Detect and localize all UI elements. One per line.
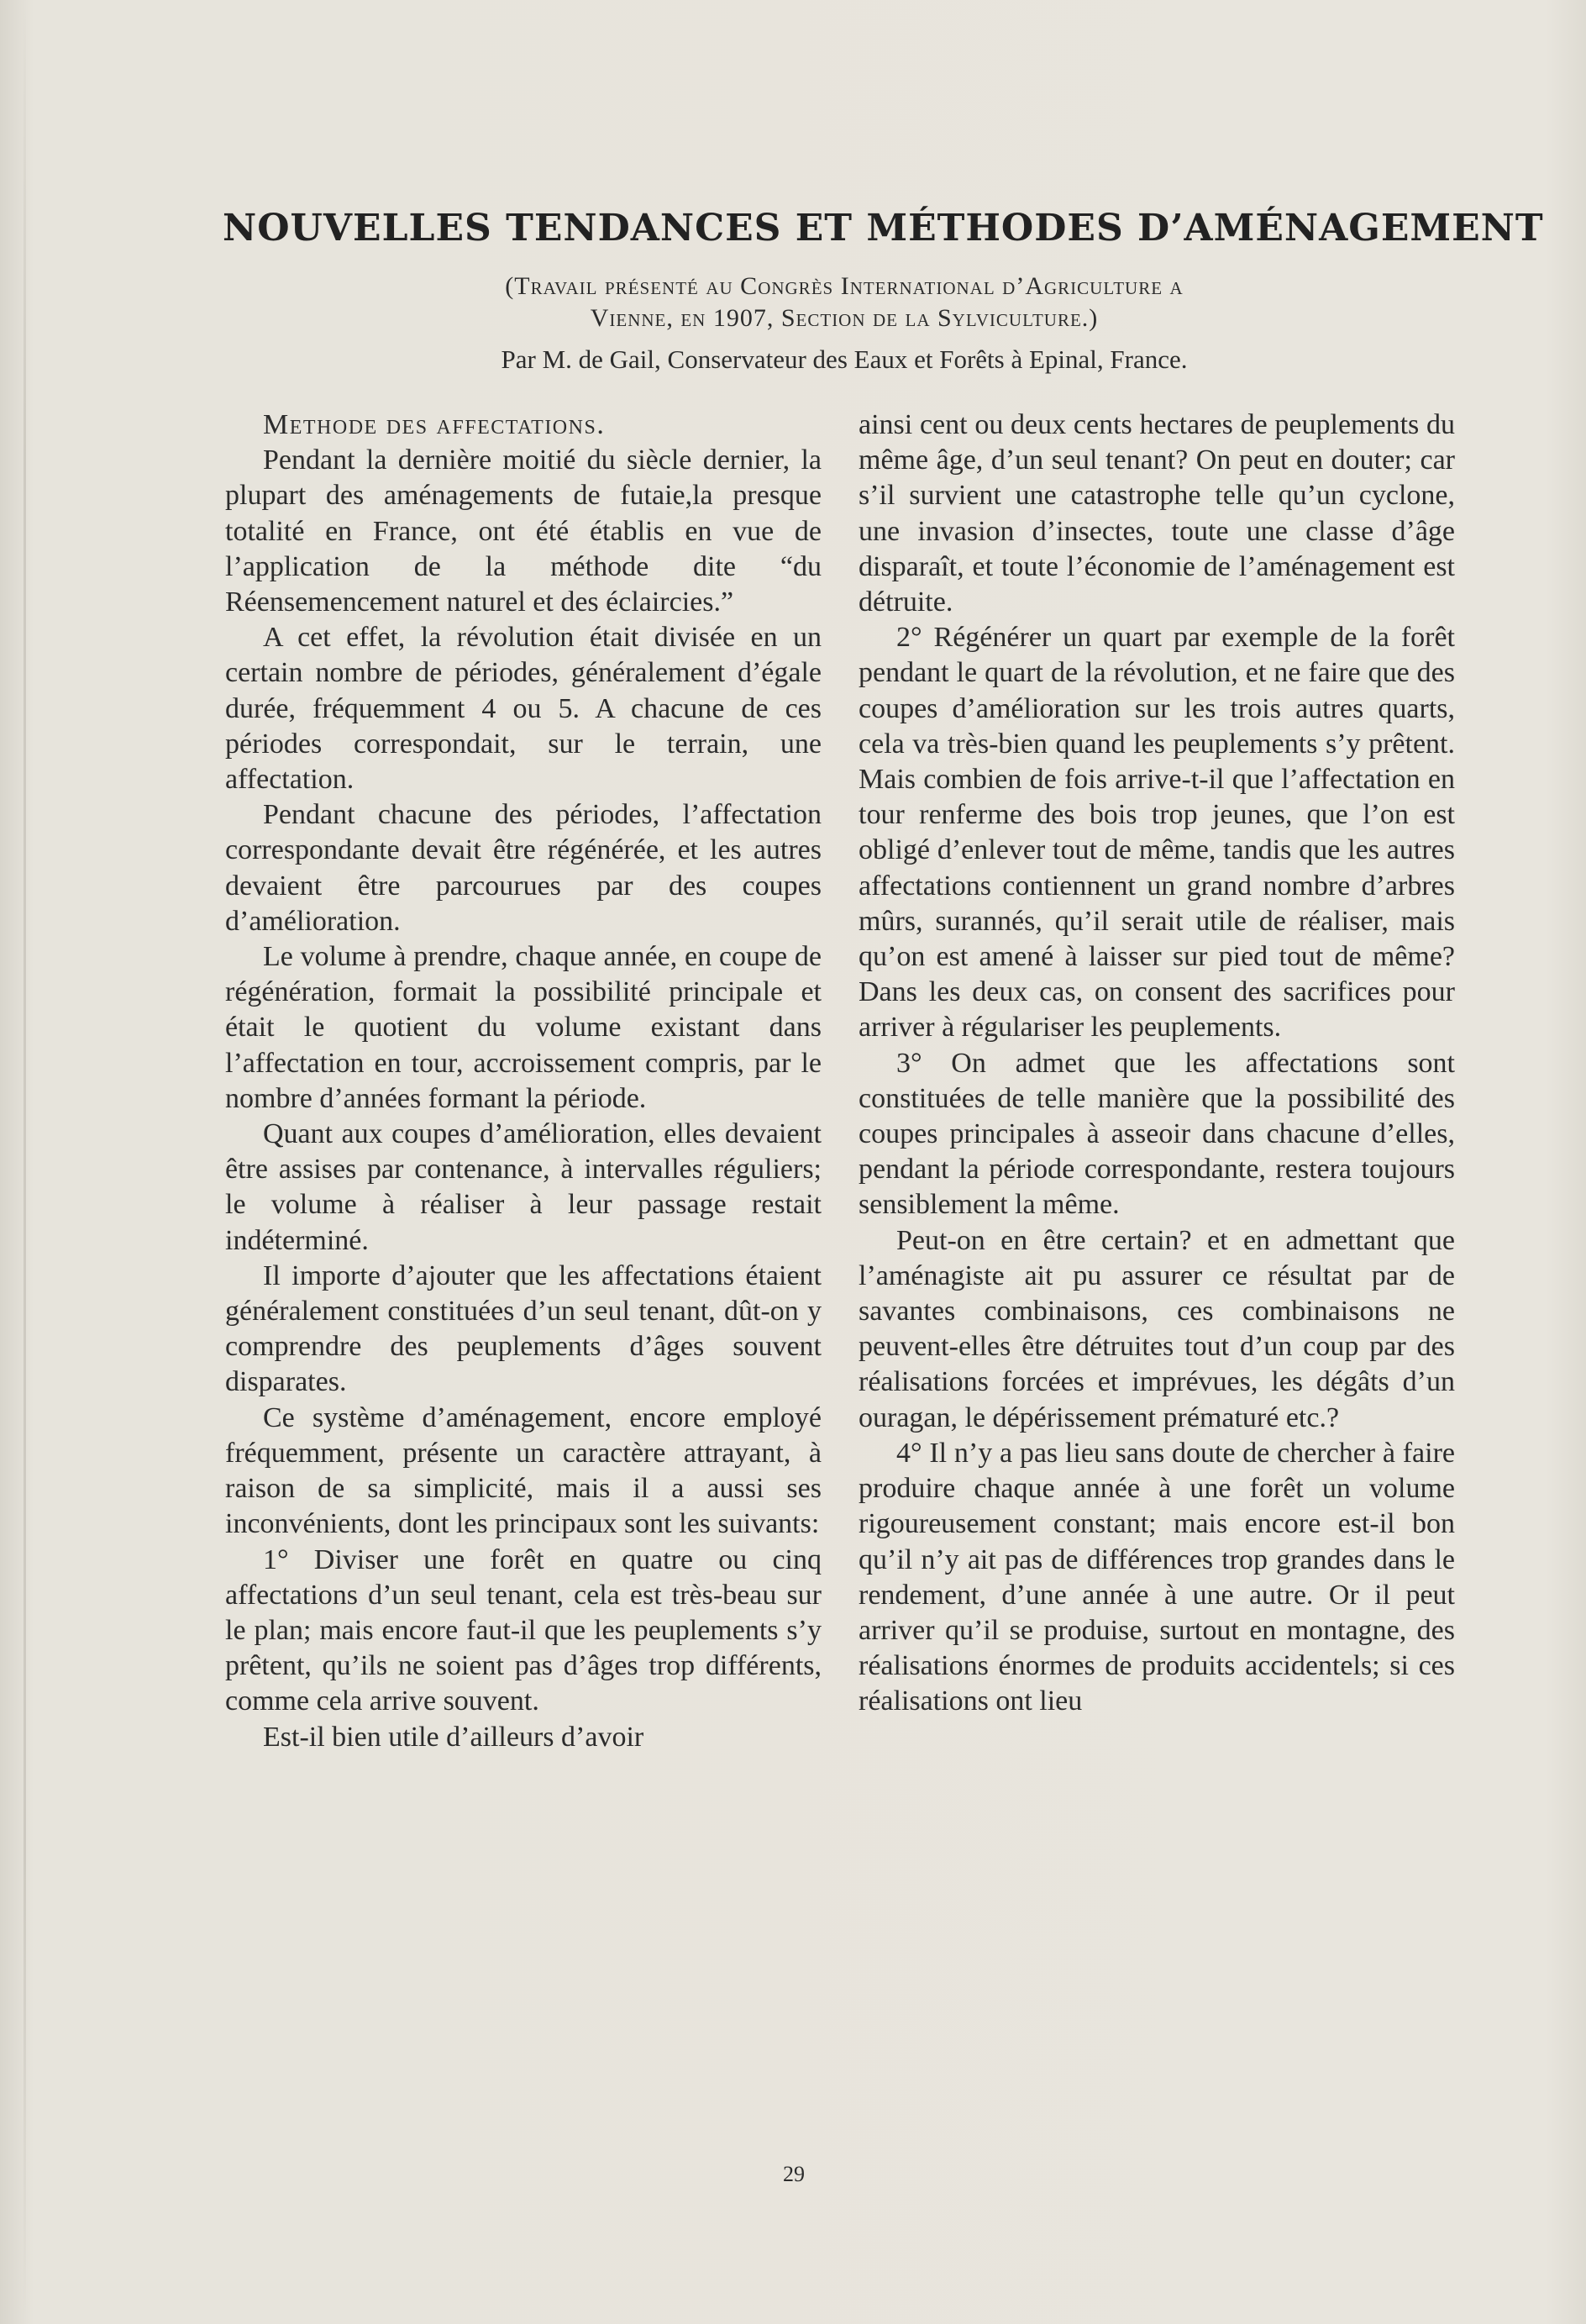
paragraph: Quant aux coupes d’amélioration, elles devaient être assises par contenance, à intervalles réguliers; le volume à réaliser à leur passage restait indéterminé. [225, 1118, 822, 1256]
article-title: NOUVELLES TENDANCES ET MÉTHODES D’AMÉNAGEMENT [223, 207, 1544, 250]
article-subtitle [227, 271, 1462, 334]
paragraph: Pendant chacune des périodes, l’affectation correspondante devait être régénérée, et les autres devaient être parcourues par des coupes d’amélioration. [225, 799, 822, 937]
paragraph-continued: ainsi cent ou deux cents hectares de peuplements du même âge, d’un seul tenant? On peut en douter; car s’il survient une catastrophe telle qu’un cyclone, une invasion d’insectes, toute une classe d’âge disparaît, et toute l’économie de l’aménagement est détruite. [859, 409, 1455, 618]
left-column [225, 407, 822, 1755]
paragraph: A cet effet, la révolution était divisée en un certain nombre de périodes, généralement d’égale durée, fréquemment 4 ou 5. A chacune de ces périodes correspondait, sur le terrain, une affectation. [225, 622, 822, 796]
paragraph: 4° Il n’y a pas lieu sans doute de chercher à faire produire chaque année à une forêt un volume rigoureusement constant; mais encore est-il bon qu’il n’y ait pas de différences trop grandes dans le rendement, d’une année à une autre. Or il peut arriver qu’il se produise, surtout en montagne, des réalisations énormes de produits accidentels; si ces réalisations ont lieu [859, 1437, 1455, 1717]
paragraph: Ce système d’aménagement, encore employé fréquemment, présente un caractère attrayant, à raison de sa simplicité, mais il a aussi ses inconvénients, dont les principaux sont les suivants: [225, 1401, 822, 1540]
paragraph: 3° On admet que les affectations sont constituées de telle manière que la possibilité des coupes principales à asseoir dans chacune d’elles, pendant la période correspondante, restera toujours sensiblement la même. [859, 1047, 1455, 1221]
page-number: 29 [783, 2162, 805, 2186]
paragraph: Le volume à prendre, chaque année, en coupe de régénération, formait la possibilité principale et était le quotient du volume existant dans l’affectation en tour, accroissement compris, par le nombre d’années formant la période. [225, 941, 822, 1114]
paragraph: 1° Diviser une forêt en quatre ou cinq affectations d’un seul tenant, cela est très-beau sur le plan; mais encore faut-il que les peuplements s’y prêtent, qu’ils ne soient pas d’âges trop différents, comme cela arrive souvent. [225, 1543, 822, 1717]
paragraph: Est-il bien utile d’ailleurs d’avoir [263, 1721, 644, 1753]
article-byline: Par M. de Gail, Conservateur des Eaux et Forêts à Epinal, France. [501, 344, 1188, 374]
paragraph: 2° Régénérer un quart par exemple de la forêt pendant le quart de la révolution, et ne faire que des coupes d’amélioration sur les trois autres quarts, cela va très-bien quand les peuplements s’y prêtent. Mais combien de fois arrive-t-il que l’affectation en tour renferme des bois trop jeunes, que l’on est obligé d’enlever tout de même, tandis que les autres affectations contiennent un grand nombre d’arbres mûrs, surannés, qu’il serait utile de réaliser, mais qu’on est amené à laisser sur pied tout de même? Dans les deux cas, on consent des sacrifices pour arriver à régulariser les peuplements. [859, 622, 1455, 1044]
right-column [859, 407, 1455, 1720]
section-heading: Methode des affectations. [263, 409, 606, 440]
page-edge-shadow [24, 0, 26, 2324]
paragraph: Peut-on en être certain? et en admettant que l’aménagiste ait pu assurer ce résultat par de savantes combinaisons, ces combinaisons ne peuvent-elles être détruites tout d’un coup par des réalisations forcées et imprévues, les dégâts d’un ouragan, le dépérissement prématuré etc.? [859, 1224, 1455, 1433]
paragraph: Il importe d’ajouter que les affectations étaient généralement constituées d’un seul tenant, dût-on y comprendre des peuplements d’âges souvent disparates. [225, 1259, 822, 1398]
subtitle-line-1: (Travail présenté au Congrès International d’Agriculture a [505, 272, 1184, 300]
paragraph: Pendant la dernière moitié du siècle dernier, la plupart des aménagements de futaie,la presque totalité en France, ont été établis en vue de l’application de la méthode dite “du Réensemencement naturel et des éclaircies.” [225, 444, 822, 618]
subtitle-line-2: Vienne, en 1907, Section de la Sylviculture.) [590, 304, 1099, 332]
